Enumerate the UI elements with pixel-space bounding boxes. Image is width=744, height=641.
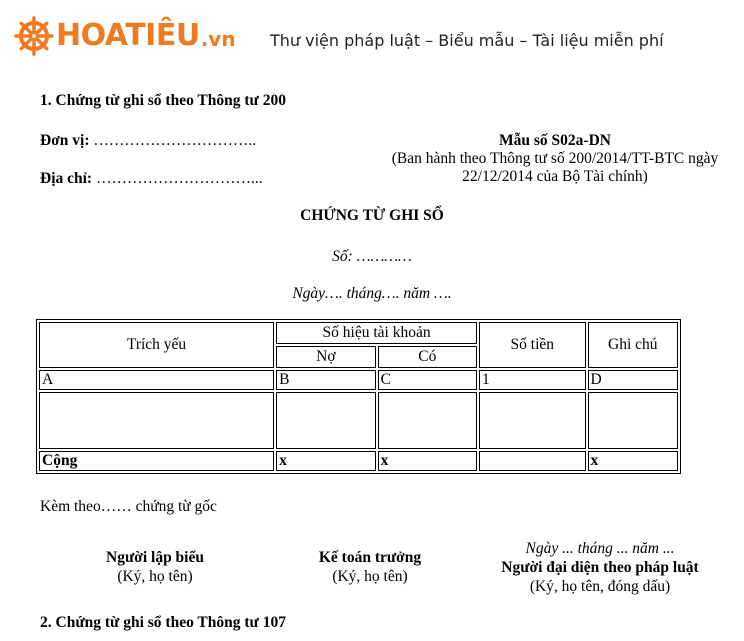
signature-preparer <box>60 548 250 586</box>
table-cell: x <box>588 451 678 471</box>
accountant-title: Kế toán trưởng <box>318 549 422 566</box>
hoatieu-logo[interactable] <box>14 14 236 58</box>
site-tagline: Thư viện pháp luật – Biểu mẫu – Tài liệu miễn phí <box>270 31 664 50</box>
table-cell <box>479 392 586 449</box>
accountant-note: (Ký, họ tên) <box>332 568 408 585</box>
table-cell: B <box>276 370 375 390</box>
table-cell <box>378 392 477 449</box>
logo-suffix: .vn <box>200 27 236 51</box>
table-cell <box>588 392 678 449</box>
header-trich-yeu: Trích yếu <box>39 322 274 368</box>
don-vi-field <box>40 132 256 150</box>
table-row-total <box>39 451 678 471</box>
header-co: Có <box>378 346 477 368</box>
signature-accountant <box>275 548 465 586</box>
journal-voucher-table <box>36 319 681 474</box>
table-cell: C <box>378 370 477 390</box>
table-cell: D <box>588 370 678 390</box>
document-date: Ngày…. tháng…. năm …. <box>292 285 452 302</box>
table-cell <box>39 392 274 449</box>
table-cell <box>276 392 375 449</box>
table-row-codes <box>39 370 678 390</box>
preparer-title: Người lập biểu <box>106 549 204 566</box>
header-no: Nợ <box>276 346 375 368</box>
form-code-title: Mẫu số S02a-DN <box>499 132 611 149</box>
signature-legal-rep <box>470 539 730 596</box>
logo-text: HOATIÊU <box>56 18 200 53</box>
table-cell <box>479 451 586 471</box>
dia-chi-dots: …………………………... <box>92 170 263 187</box>
table-cell: 1 <box>479 370 586 390</box>
table-cell: Cộng <box>39 451 274 471</box>
legal-rep-date: Ngày ... tháng ... năm ... <box>525 540 675 557</box>
table-row-blank <box>39 392 678 449</box>
header-so-tien: Số tiền <box>479 322 586 368</box>
dia-chi-field <box>40 170 263 188</box>
preparer-note: (Ký, họ tên) <box>117 568 193 585</box>
form-code-line-1: (Ban hành theo Thông tư số 200/2014/TT-BTC ngày <box>391 150 719 167</box>
header-ghi-chu: Ghi chú <box>588 322 678 368</box>
document-number: Số: ………… <box>332 248 412 265</box>
attachment-line: Kèm theo…… chứng từ gốc <box>40 498 217 515</box>
section-2-title: 2. Chứng từ ghi sổ theo Thông tư 107 <box>40 614 286 631</box>
site-header <box>0 0 744 78</box>
form-code-line-2: 22/12/2014 của Bộ Tài chính) <box>462 168 648 185</box>
dia-chi-label: Địa chỉ: <box>40 170 93 187</box>
table-cell: A <box>39 370 274 390</box>
don-vi-dots: ………………………….. <box>89 132 257 149</box>
legal-rep-note: (Ký, họ tên, đóng dấu) <box>529 578 671 595</box>
section-1-title: 1. Chứng từ ghi sổ theo Thông tư 200 <box>40 92 286 109</box>
header-so-hieu-tai-khoan: Số hiệu tài khoản <box>276 322 477 344</box>
document-title: CHỨNG TỪ GHI SỔ <box>300 207 444 224</box>
table-cell: x <box>276 451 375 471</box>
legal-rep-title: Người đại diện theo pháp luật <box>501 559 699 576</box>
ship-wheel-icon <box>14 16 54 56</box>
form-code-block <box>370 132 740 186</box>
don-vi-label: Đơn vị: <box>40 132 90 149</box>
table-cell: x <box>378 451 477 471</box>
